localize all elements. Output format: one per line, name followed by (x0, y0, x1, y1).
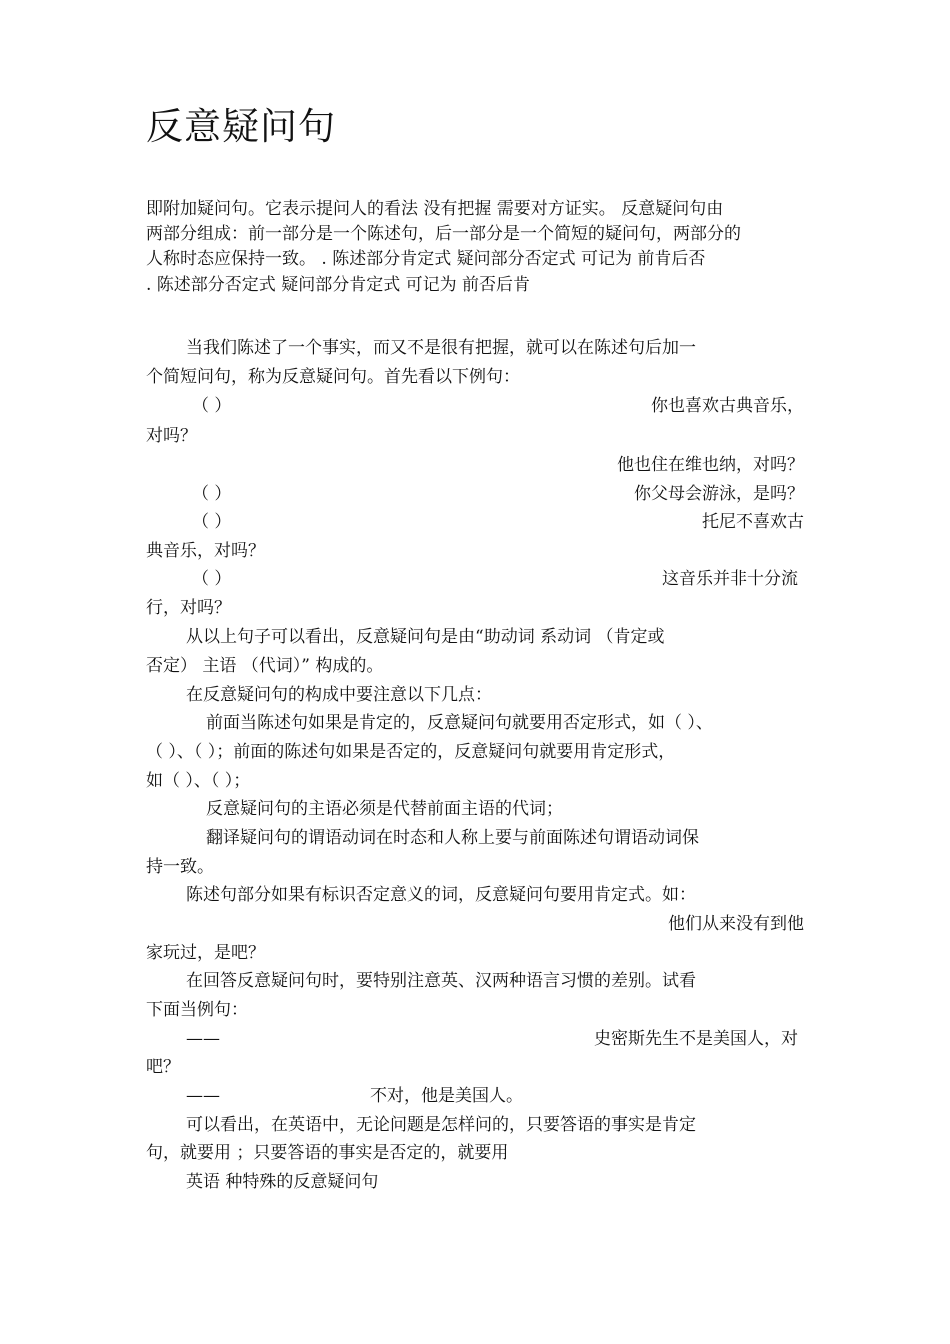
example-5-text: 这音乐并非十分流 (662, 569, 798, 589)
intro-line-4: . 陈述部分否定式 疑问部分肯定式 可记为 前否后肯 (146, 275, 531, 295)
intro-line-3: 人称时态应保持一致。 . 陈述部分肯定式 疑问部分否定式 可记为 前肯后否 (146, 249, 706, 269)
paragraph-3: 在反意疑问句的构成中要注意以下几点： (186, 685, 492, 705)
paragraph-1-line-1: 当我们陈述了一个事实，而又不是很有把握，就可以在陈述句后加一 (186, 338, 696, 358)
paragraph-6-line-1: 翻译疑问句的谓语动词在时态和人称上要与前面陈述句谓语动词保 (206, 828, 699, 848)
paragraph-1-line-2: 个简短问句，称为反意疑问句。首先看以下例句： (146, 367, 520, 387)
example-7-text: 史密斯先生不是美国人，对 (594, 1029, 798, 1049)
example-6-text: 他们从来没有到他 (668, 914, 804, 934)
example-7-cont: 吧？ (146, 1057, 180, 1077)
paragraph-2-line-2: 否定） 主语 （代词）” 构成的。 (146, 656, 384, 676)
paragraph-4-line-1: 前面当陈述句如果是肯定的，反意疑问句就要用否定形式，如（ ）、 (206, 713, 713, 733)
example-5-cont: 行，对吗？ (146, 598, 231, 618)
example-8-text: 不对，他是美国人。 (370, 1086, 523, 1106)
example-6-cont: 家玩过，是吧？ (146, 943, 265, 963)
paragraph-8-line-2: 下面当例句： (146, 1000, 248, 1020)
paragraph-2-line-1: 从以上句子可以看出，反意疑问句是由“助动词 系动词 （肯定或 (186, 627, 665, 647)
paragraph-6-line-2: 持一致。 (146, 857, 214, 877)
paragraph-9-line-1: 可以看出，在英语中，无论问题是怎样问的，只要答语的事实是肯定 (186, 1115, 696, 1135)
example-2-text: 他也住在维也纳，对吗？ (617, 455, 804, 475)
example-8-dash: —— (186, 1086, 220, 1106)
page-title: 反意疑问句 (146, 105, 336, 148)
example-3-text: 你父母会游泳，是吗？ (634, 484, 804, 504)
example-4-cont: 典音乐，对吗？ (146, 541, 265, 561)
example-5-paren: （ ） (192, 569, 232, 589)
paragraph-4-line-3: 如（ ）、（ ）； (146, 771, 251, 791)
paragraph-5: 反意疑问句的主语必须是代替前面主语的代词； (206, 799, 563, 819)
paragraph-10: 英语 种特殊的反意疑问句 (186, 1172, 379, 1192)
example-3-paren: （ ） (192, 484, 232, 504)
paragraph-7: 陈述句部分如果有标识否定意义的词，反意疑问句要用肯定式。如： (186, 885, 696, 905)
intro-line-2: 两部分组成：前一部分是一个陈述句，后一部分是一个简短的疑问句，两部分的 (146, 224, 741, 244)
example-1-paren: （ ） (192, 396, 232, 416)
paragraph-9-line-2: 句，就要用 ；只要答语的事实是否定的，就要用 (146, 1143, 509, 1163)
example-1-cont: 对吗？ (146, 426, 197, 446)
example-4-text: 托尼不喜欢古 (702, 512, 804, 532)
example-4-paren: （ ） (192, 512, 232, 532)
example-7-dash: —— (186, 1029, 220, 1049)
example-1-text: 你也喜欢古典音乐， (651, 396, 804, 416)
paragraph-8-line-1: 在回答反意疑问句时，要特别注意英、汉两种语言习惯的差别。试看 (186, 971, 696, 991)
intro-line-1: 即附加疑问句。它表示提问人的看法 没有把握 需要对方证实。 反意疑问句由 (146, 199, 724, 219)
paragraph-4-line-2: （ ）、（ ）；前面的陈述句如果是否定的，反意疑问句就要用肯定形式， (146, 742, 676, 762)
